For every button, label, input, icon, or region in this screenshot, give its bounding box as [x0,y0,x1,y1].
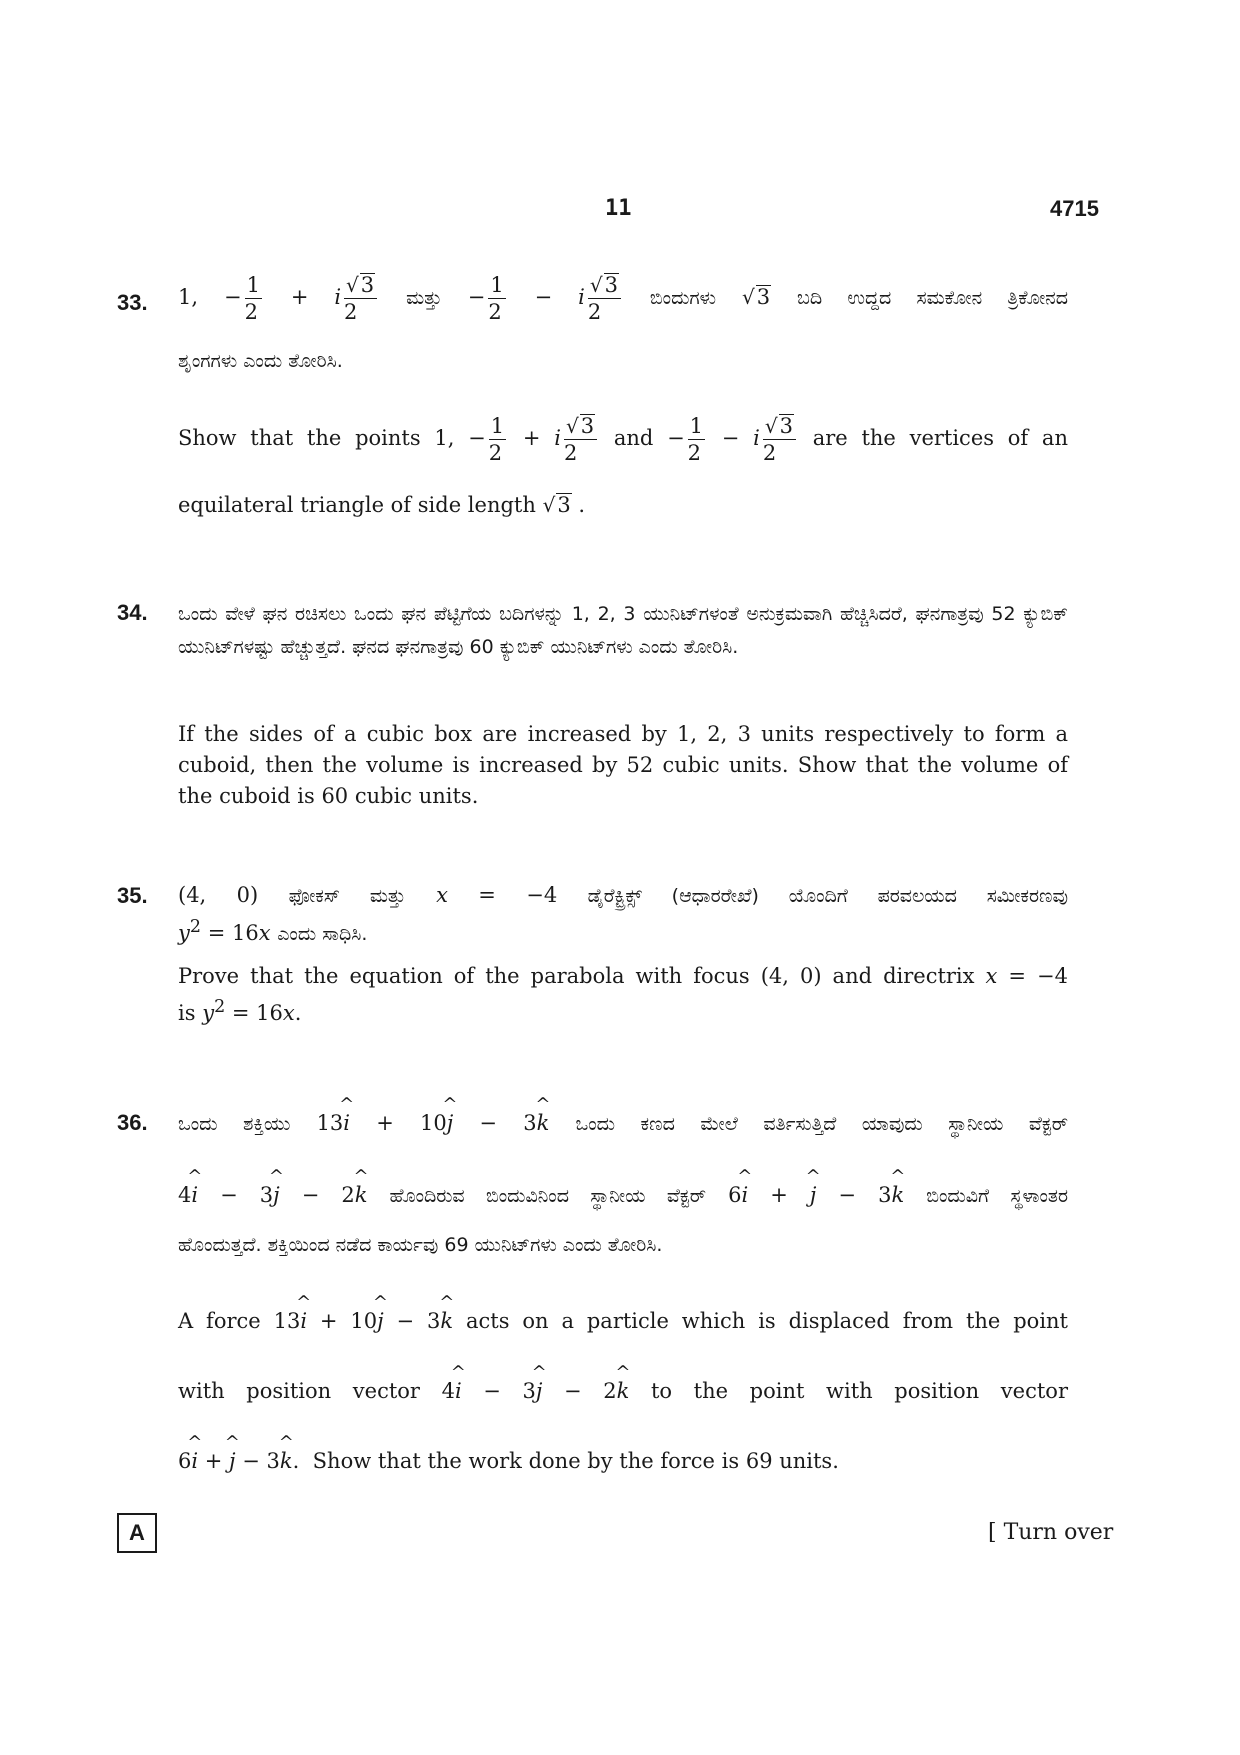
q35-kannada-line-2: $y^2 = 16x$ ಎಂದು ಸಾಧಿಸಿ. [178,917,368,945]
q34-kannada-text: ಒಂದು ವೇಳೆ ಘನ ರಚಿಸಲು ಒಂದು ಘನ ಪೆಟ್ಟಿಗೆಯ ಬದಿಗಳನ್ನು 1, 2, 3 ಯುನಿಟ್‌ಗಳಂತೆ ಅನುಕ್ರಮವಾಗಿ ಹೆಚ್ಚಿಸಿದರೆ, ಘನಗಾತ್ರವು 52 ಕ್ಯುಬಿಕ್ ಯುನಿಟ್‌ಗಳಷ್ಟು ಹೆಚ್ಚುತ್ತದೆ. ಘನದ ಘನಗಾತ್ರವು 60 ಕ್ಯುಬಿಕ್ ಯುನಿಟ್‌ಗಳು ಎಂದು ತೋರಿಸಿ. [178,603,1068,658]
q33-kannada-line-2: ಶೃಂಗಗಳು ಎಂದು ತೋರಿಸಿ. [178,350,343,372]
question-number: 35. [117,883,148,908]
paper-code: 4715 [1050,196,1099,221]
question-number: 34. [117,600,148,625]
q36-kannada-line-3: ಹೊಂದುತ್ತದೆ. ಶಕ್ತಿಯಿಂದ ನಡೆದ ಕಾರ್ಯವು 69 ಯುನಿಟ್‌ಗಳು ಎಂದು ತೋರಿಸಿ. [178,1234,663,1256]
q35-english-line-1: Prove that the equation of the parabola with focus (4, 0) and directrix x = −4 [178,964,1068,988]
question-number: 33. [117,290,148,315]
q36-kannada-line-1: ಒಂದು ಶಕ್ತಿಯು 13^ i + 10^ j − 3^ k ಒಂದು ಕಣದ ಮೇಲೆ ವರ್ತಿಸುತ್ತಿದೆ ಯಾವುದು ಸ್ಥಾನೀಯ ವೆಕ್ಟರ್ [178,1108,1068,1139]
q35-english-line-2: is $y^2 = 16x$. [178,997,302,1025]
q33-kannada-line-1: 1, − $\frac{1}{2}$ + i $\frac{√3}{2}$ ಮತ್ತು − $\frac{1}{2}$ − i $\frac{√3}{2}$ ಬಿಂದುಗಳು √3 ಬದಿ ಉದ್ದದ ಸಮಕೋನ ತ್ರಿಕೋನದ [178,273,1069,324]
q36-english-line-1: A force 13^ i + 10^ j − 3^ k acts on a particle which is displaced from the point [178,1306,1068,1336]
q33-english-line-2: equilateral triangle of side length √3 . [178,493,586,517]
version-box: A [117,1513,157,1553]
page-number: 11 [605,196,632,221]
q36-english-line-2: with position vector 4^ i − 3^ j − 2^ k to the point with position vector [178,1376,1068,1406]
q33-english-line-1: Show that the points 1, − $\frac{1}{2}$ + i $\frac{√3}{2}$ and − $\frac{1}{2}$ − i $\frac{√3}{2}$ are the vertices of an [178,414,1068,465]
q35-kannada-line-1: (4, 0) ಫೋಕಸ್ ಮತ್ತು x = −4 ಡೈರೆಕ್ಟ್ರಿಕ್ಸ್ (ಆಧಾರರೇಖೆ) ಯೊಂದಿಗೆ ಪರವಲಯದ ಸಮೀಕರಣವು [178,883,1068,907]
turn-over-label: [ Turn over [988,1520,1114,1545]
q36-english-line-3: 6^ i + ^ j − 3^ k. Show that the work done by the force is 69 units. [178,1446,1068,1476]
q36-kannada-line-2: 4^ i − 3^ j − 2^ k ಹೊಂದಿರುವ ಬಿಂದುವಿನಿಂದ ಸ್ಥಾನೀಯ ವೆಕ್ಟರ್ 6^ i + ^ j − 3^ k ಬಿಂದುವಿಗೆ ಸ್ಥಳಾಂತರ [178,1180,1068,1211]
q34-english-text: If the sides of a cubic box are increased by 1, 2, 3 units respectively to form a cuboid, then the volume is increased by 52 cubic units. Show that the volume of the cuboid is 60 cubic units. [178,722,1068,808]
question-number: 36. [117,1110,148,1135]
